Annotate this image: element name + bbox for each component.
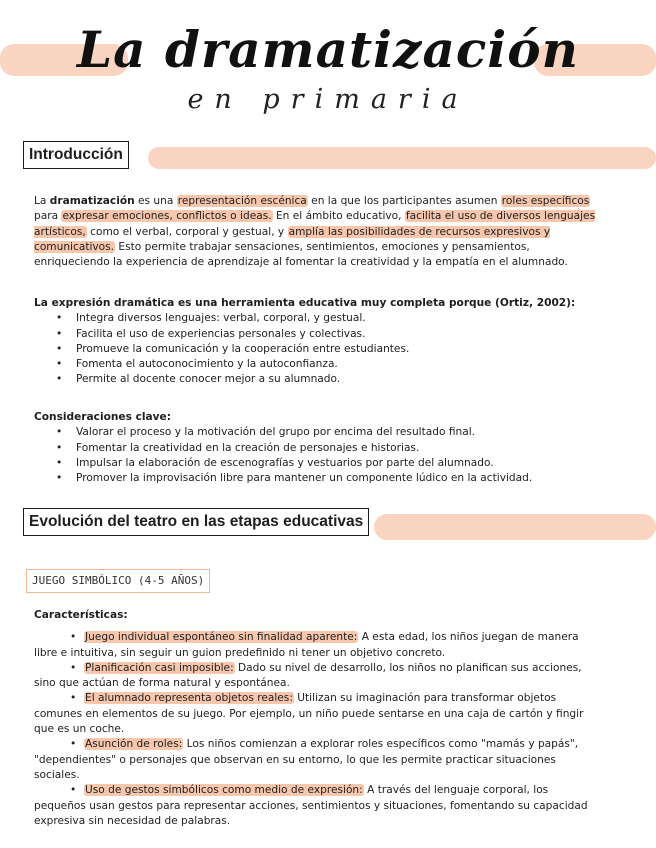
text-run: es una [134, 195, 177, 207]
text-run: como el verbal, corporal y gestual, y [86, 225, 288, 238]
characteristic-text: A esta edad, los niños juegan de manera libre e intuitiva, sin seguir un guion predefinido ni tener un objetivo concreto. [34, 631, 579, 659]
evolution-stripe [374, 514, 656, 540]
page-title: La dramatización [77, 20, 579, 79]
text-run: en la que los participantes asumen [307, 195, 501, 207]
characteristic-label: Planificación casi imposible: [85, 661, 234, 674]
list-item: • Fomenta el autoconocimiento y la autoconfianza. [52, 357, 600, 372]
benefits-list [34, 311, 600, 387]
highlight-phrase: amplía las posibilidades de recursos expresivos y comunicativos. [34, 225, 551, 253]
text-run: En el ámbito educativo, [272, 210, 405, 223]
stage-tag: JUEGO SIMBÓLICO (4-5 AÑOS) [26, 569, 210, 593]
characteristic-item [34, 630, 600, 661]
considerations-list [34, 425, 600, 486]
characteristic-label: Uso de gestos simbólicos como medio de expresión: [85, 784, 363, 797]
highlight-phrase: representación escénica [177, 195, 307, 207]
characteristic-item [34, 691, 600, 737]
list-item: • Impulsar la elaboración de escenografías y vestuarios por parte del alumnado. [52, 456, 600, 471]
benefits-lead: La expresión dramática es una herramienta educativa muy completa porque (Ortiz, 2002): [34, 297, 576, 309]
intro-text [34, 194, 600, 270]
intro-stripe [148, 147, 656, 169]
characteristic-text: Utilizan su imaginación para transformar objetos comunes en elementos de su juego. Por ejemplo, un niño puede sentarse en una caja de cartón y fingir que es un coche. [34, 692, 584, 736]
considerations-block [34, 410, 600, 486]
list-item: • Promover la improvisación libre para mantener un componente lúdico en la actividad. [52, 471, 600, 486]
list-item: • Permite al docente conocer mejor a su alumnado. [52, 372, 600, 387]
characteristic-item [34, 783, 600, 829]
characteristic-text: Dado su nivel de desarrollo, los niños no planifican sus acciones, sino que actúan de forma natural y espontánea. [34, 661, 582, 690]
bullet-icon: • [70, 631, 77, 644]
characteristic-label: El alumnado representa objetos reales: [85, 692, 293, 705]
characteristic-text: A través del lenguaje corporal, los pequeños usan gestos para representar acciones, sentimientos y situaciones, fomentando su capacidad expresiva sin necesidad de palabras. [34, 784, 588, 827]
text-run: para [34, 210, 62, 223]
list-item: • Valorar el proceso y la motivación del grupo por encima del resultado final. [52, 425, 600, 440]
page-subtitle: en primaria [187, 84, 469, 115]
bullet-icon: • [70, 784, 77, 797]
intro-paragraph [34, 194, 600, 270]
characteristics-list [34, 630, 600, 829]
bullet-icon: • [70, 738, 77, 751]
characteristic-label: Asunción de roles: [85, 738, 183, 751]
highlight-phrase: facilita el uso de diversos lenguajes artísticos, [34, 210, 596, 238]
intro-heading: Introducción [23, 141, 129, 169]
text-run: Esto permite trabajar sensaciones, sentimientos, emociones y pensamientos, enriqueciendo la experiencia de aprendizaje al fomentar la creatividad y la empatía en el alumnado. [34, 240, 568, 269]
characteristic-item [34, 661, 600, 692]
considerations-title: Consideraciones clave: [34, 411, 171, 423]
benefits-block [34, 296, 600, 388]
bullet-icon: • [70, 692, 77, 705]
characteristic-text: Los niños comienzan a explorar roles específicos como "mamás y papás", "dependientes" o personajes que observan en su entorno, lo que les permite practicar situaciones sociales. [34, 738, 579, 781]
characteristics-block [34, 608, 600, 829]
characteristic-label: Juego individual espontáneo sin finalidad aparente: [85, 631, 358, 644]
list-item: • Integra diversos lenguajes: verbal, corporal, y gestual. [52, 311, 600, 326]
text-run: dramatización [49, 195, 135, 207]
text-run: La [34, 195, 50, 207]
characteristic-item [34, 737, 600, 783]
list-item: • Promueve la comunicación y la cooperación entre estudiantes. [52, 342, 600, 357]
highlight-phrase: expresar emociones, conflictos o ideas. [62, 210, 272, 223]
characteristics-title: Características: [34, 609, 128, 621]
list-item: • Fomentar la creatividad en la creación de personajes e historias. [52, 441, 600, 456]
bullet-icon: • [70, 661, 77, 674]
highlight-phrase: roles específicos [501, 195, 590, 207]
evolution-heading: Evolución del teatro en las etapas educativas [23, 508, 369, 536]
list-item: • Facilita el uso de experiencias personales y colectivas. [52, 327, 600, 342]
